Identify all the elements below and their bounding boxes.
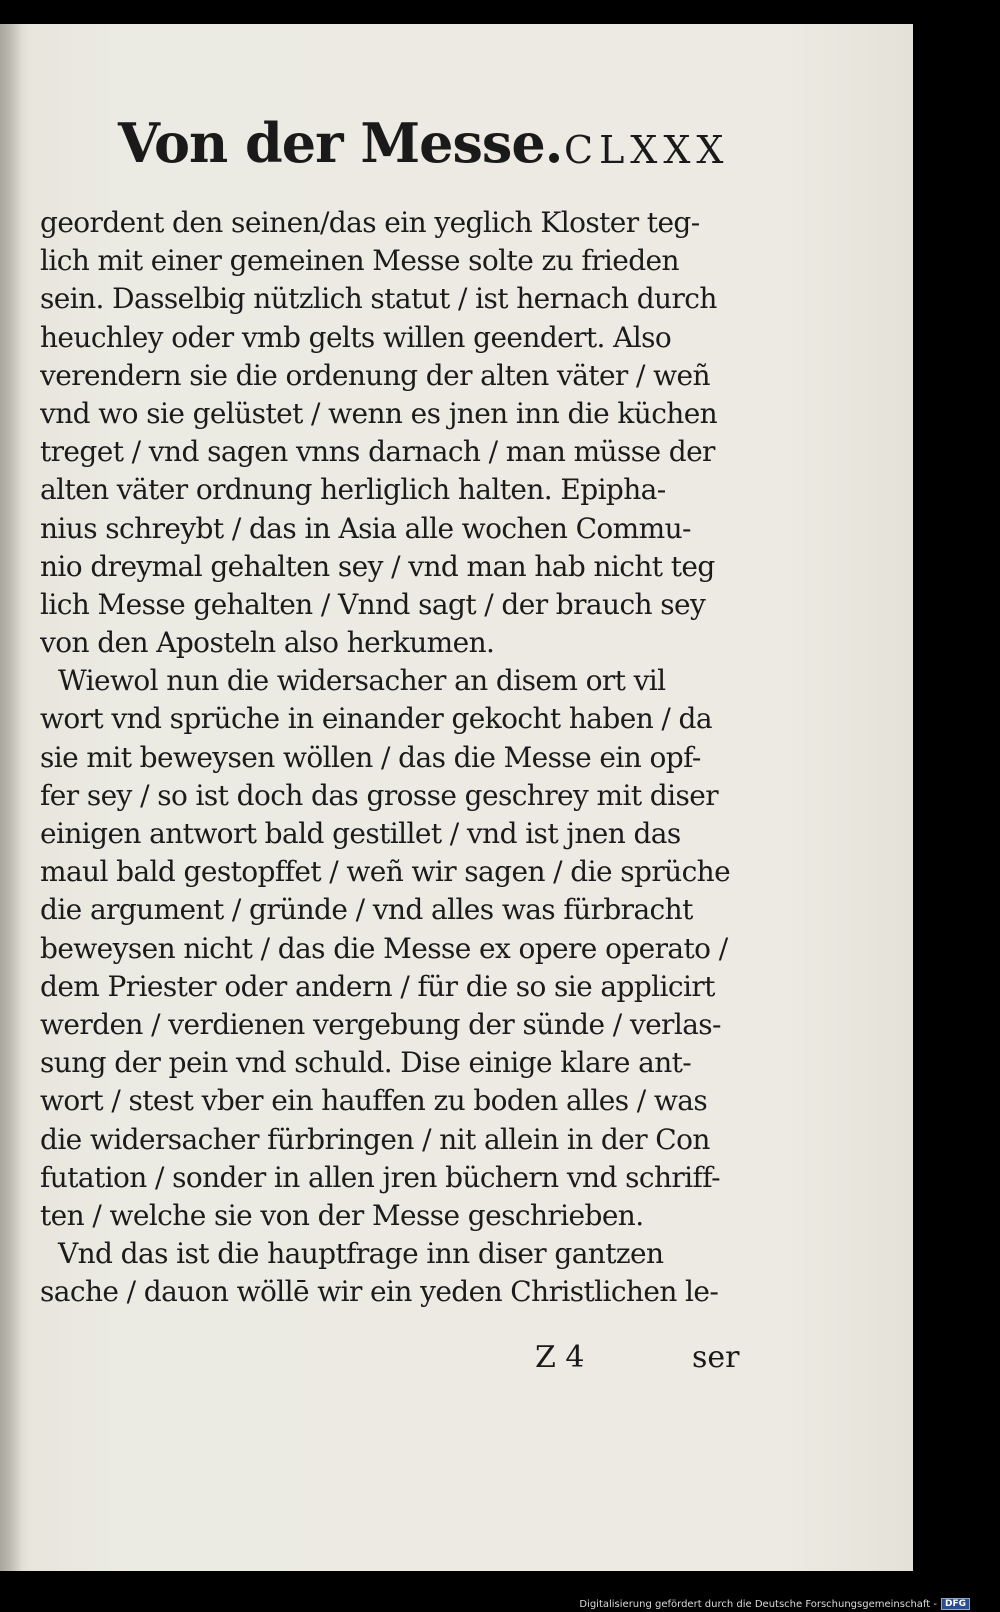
text-line: sein. Dasselbig nützlich statut / ist hernach durch bbox=[40, 282, 717, 316]
text-line: die argument / gründe / vnd alles was fürbracht bbox=[40, 893, 693, 927]
text-line: geordent den seinen/das ein yeglich Kloster teg- bbox=[40, 206, 700, 239]
digitization-credit bbox=[579, 1598, 970, 1610]
signature-mark: Z 4 bbox=[535, 1340, 585, 1375]
text-line: die widersacher fürbringen / nit allein in der Con bbox=[40, 1122, 710, 1156]
text-line: wort / stest vber ein hauffen zu boden alles / was bbox=[40, 1084, 708, 1118]
text-line: Vnd das ist die hauptfrage inn diser gantzen bbox=[58, 1237, 664, 1271]
text-line: werden / verdienen vergebung der sünde / verlas- bbox=[40, 1007, 721, 1041]
text-line: heuchley oder vmb gelts willen geendert. Also bbox=[40, 320, 672, 354]
text-line: ten / welche sie von der Messe geschrieben. bbox=[40, 1198, 644, 1232]
folio-number: CLXXX bbox=[564, 128, 730, 172]
text-line: treget / vnd sagen vnns darnach / man müsse der bbox=[40, 435, 715, 469]
text-line: fer sey / so ist doch das grosse geschrey mit diser bbox=[40, 778, 718, 812]
credit-text: Digitalisierung gefördert durch die Deutsche Forschungsgemeinschaft - bbox=[579, 1598, 937, 1610]
text-line: beweysen nicht / das die Messe ex opere operato / bbox=[40, 931, 728, 965]
text-line: einigen antwort bald gestillet / vnd ist jnen das bbox=[40, 817, 681, 850]
catchword: ser bbox=[692, 1340, 740, 1375]
text-line: lich mit einer gemeinen Messe solte zu frieden bbox=[40, 244, 679, 278]
text-line: lich Messe gehalten / Vnnd sagt / der brauch sey bbox=[40, 587, 706, 621]
text-line: wort vnd sprüche in einander gekocht haben / da bbox=[40, 702, 712, 736]
book-page bbox=[0, 24, 913, 1571]
text-line: Wiewol nun die widersacher an disem ort vil bbox=[58, 664, 666, 698]
text-line: futation / sonder in allen jren büchern vnd schriff- bbox=[40, 1160, 720, 1194]
text-line: sie mit beweysen wöllen / das die Messe ein opf- bbox=[40, 740, 701, 774]
running-head: Von der Messe. bbox=[118, 111, 563, 175]
text-line: verendern sie die ordenung der alten väter / weñ bbox=[40, 358, 710, 392]
dfg-logo: DFG bbox=[941, 1598, 970, 1610]
text-line: dem Priester oder andern / für die so sie applicirt bbox=[40, 969, 715, 1003]
page-gutter-shadow bbox=[0, 24, 22, 1571]
text-line: maul bald gestopffet / weñ wir sagen / die sprüche bbox=[40, 855, 731, 889]
text-line: sache / dauon wöllē wir ein yeden Christlichen le- bbox=[40, 1275, 719, 1309]
text-line: sung der pein vnd schuld. Dise einige klare ant- bbox=[40, 1046, 692, 1080]
body-text bbox=[40, 204, 740, 1311]
text-line: vnd wo sie gelüstet / wenn es jnen inn die küchen bbox=[40, 396, 718, 430]
text-line: nio dreymal gehalten sey / vnd man hab nicht teg bbox=[40, 549, 715, 583]
text-line: alten väter ordnung herliglich halten. Epipha- bbox=[40, 473, 666, 507]
text-line: nius schreybt / das in Asia alle wochen Commu- bbox=[40, 511, 691, 545]
text-line: von den Aposteln also herkumen. bbox=[40, 626, 495, 660]
